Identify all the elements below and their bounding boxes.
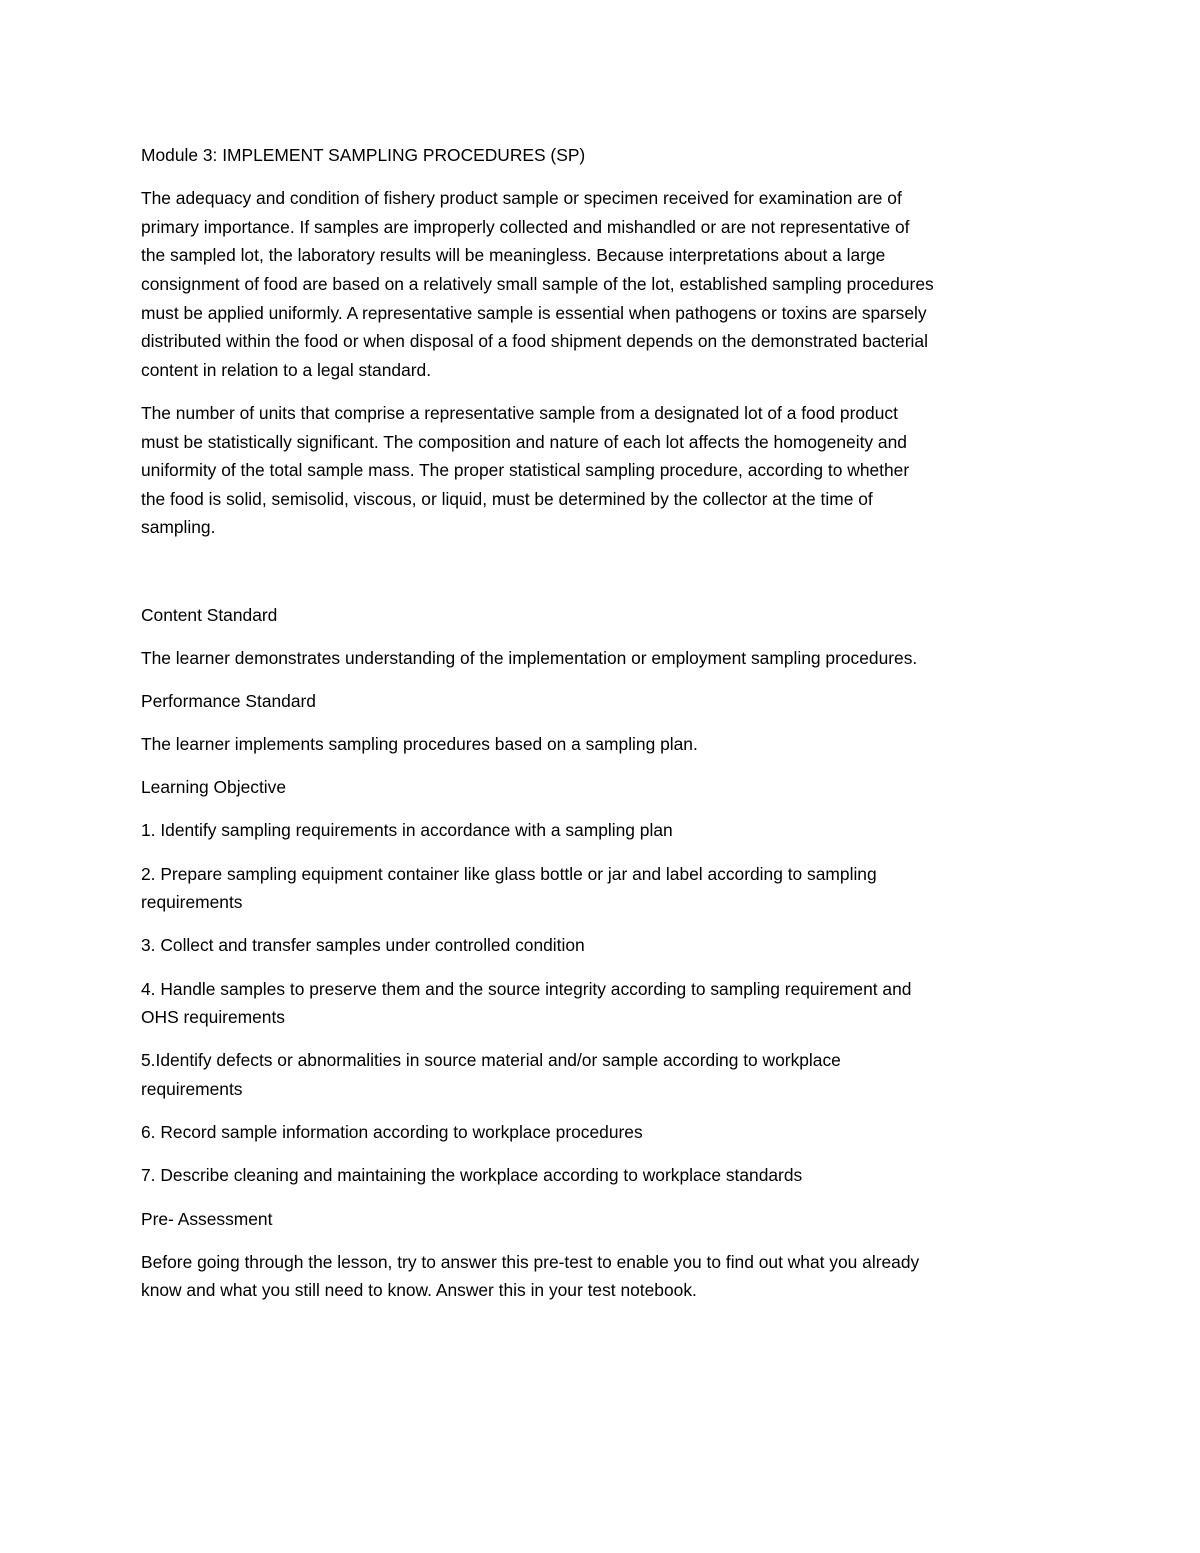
- paragraph-line: distributed within the food or when disposal of a food shipment depends on the demonstrated bacterial: [141, 331, 928, 352]
- content-standard-heading: [141, 601, 1066, 630]
- paragraph-line: The number of units that comprise a representative sample from a designated lot of a food product: [141, 402, 898, 423]
- section-text: The learner demonstrates understanding of the implementation or employment sampling procedures.: [141, 647, 918, 668]
- section-heading: Learning Objective: [141, 777, 287, 798]
- objective-item-5: [141, 1046, 1066, 1103]
- objective-line: 5.Identify defects or abnormalities in source material and/or sample according to workplace: [141, 1050, 841, 1071]
- paragraph-line: must be statistically significant. The composition and nature of each lot affects the homogeneity and: [141, 431, 907, 452]
- paragraph-line: consignment of food are based on a relatively small sample of the lot, established sampling procedures: [141, 273, 934, 294]
- objective-item-1: [141, 816, 1066, 845]
- objective-item-3: [141, 931, 1066, 960]
- paragraph-line: The adequacy and condition of fishery product sample or specimen received for examination are of: [141, 188, 902, 209]
- module-title: [141, 141, 1066, 170]
- section-text: The learner implements sampling procedures based on a sampling plan.: [141, 734, 698, 755]
- blank-spacer: [141, 557, 1066, 601]
- objective-line: 2. Prepare sampling equipment container like glass bottle or jar and label according to sampling: [141, 863, 877, 884]
- paragraph-line: Before going through the lesson, try to answer this pre-test to enable you to find out what you already: [141, 1251, 920, 1272]
- objective-line: 4. Handle samples to preserve them and the source integrity according to sampling requirement and: [141, 978, 912, 999]
- performance-standard-heading: [141, 687, 1066, 716]
- objective-line: 1. Identify sampling requirements in accordance with a sampling plan: [141, 820, 673, 841]
- objective-line: 3. Collect and transfer samples under controlled condition: [141, 935, 585, 956]
- objective-line: requirements: [141, 892, 243, 913]
- pre-assessment-heading: [141, 1205, 1066, 1234]
- objective-item-7: [141, 1161, 1066, 1190]
- paragraph-line: uniformity of the total sample mass. The proper statistical sampling procedure, according to whether: [141, 460, 910, 481]
- module-title-text: Module 3: IMPLEMENT SAMPLING PROCEDURES (SP): [141, 145, 586, 165]
- content-standard-text: [141, 644, 1066, 673]
- paragraph-line: primary importance. If samples are improperly collected and mishandled or are not representative of: [141, 216, 910, 237]
- performance-standard-text: [141, 730, 1066, 759]
- objective-item-2: [141, 860, 1066, 917]
- intro-paragraph-2: [141, 399, 1066, 542]
- pre-assessment-text: [141, 1248, 1066, 1305]
- paragraph-line: the sampled lot, the laboratory results will be meaningless. Because interpretations about a large: [141, 245, 886, 266]
- intro-paragraph-1: [141, 184, 1066, 384]
- paragraph-line: sampling.: [141, 517, 216, 538]
- learning-objective-heading: [141, 773, 1066, 802]
- section-heading: Pre- Assessment: [141, 1208, 273, 1229]
- section-heading: Performance Standard: [141, 690, 316, 711]
- objective-line: 7. Describe cleaning and maintaining the workplace according to workplace standards: [141, 1165, 803, 1186]
- paragraph-line: content in relation to a legal standard.: [141, 359, 432, 380]
- paragraph-line: must be applied uniformly. A representative sample is essential when pathogens or toxins are sparsely: [141, 302, 927, 323]
- objective-item-6: [141, 1118, 1066, 1147]
- objective-item-4: [141, 975, 1066, 1032]
- paragraph-line: the food is solid, semisolid, viscous, or liquid, must be determined by the collector at the time of: [141, 488, 873, 509]
- section-heading: Content Standard: [141, 604, 278, 625]
- objective-line: OHS requirements: [141, 1007, 286, 1028]
- objective-line: requirements: [141, 1078, 243, 1099]
- paragraph-line: know and what you still need to know. Answer this in your test notebook.: [141, 1280, 697, 1301]
- document-body: [141, 141, 1066, 1320]
- objective-line: 6. Record sample information according to workplace procedures: [141, 1122, 643, 1143]
